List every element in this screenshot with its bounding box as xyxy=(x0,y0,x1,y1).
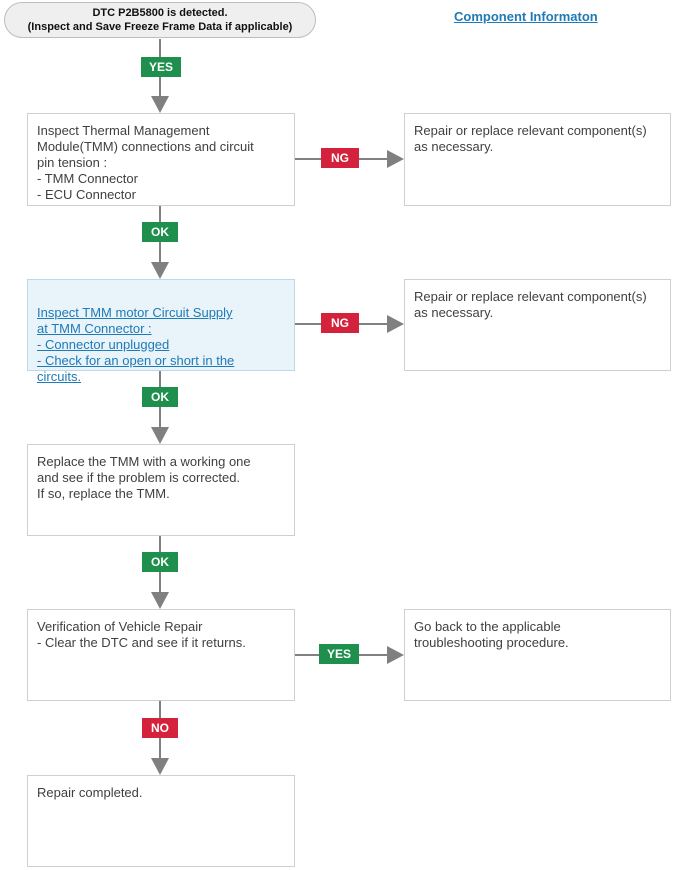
no-badge: NO xyxy=(142,718,178,738)
step-verification: Verification of Vehicle Repair - Clear the DTC and see if it returns. xyxy=(27,609,295,701)
inspect-circuit-supply-link[interactable]: Inspect TMM motor Circuit Supply at TMM Connector : - Connector unplugged - Check for an open or short in the circuits. xyxy=(37,305,235,384)
ok-badge: OK xyxy=(142,222,178,242)
ok-badge: OK xyxy=(142,552,178,572)
step-inspect-connections: Inspect Thermal Management Module(TMM) connections and circuit pin tension : - TMM Connector - ECU Connector xyxy=(27,113,295,206)
start-title: DTC P2B5800 is detected. xyxy=(92,7,228,19)
yes-badge: YES xyxy=(141,57,181,77)
start-subtitle: (Inspect and Save Freeze Frame Data if applicable) xyxy=(27,21,293,33)
yes-badge: YES xyxy=(319,644,359,664)
ok-badge: OK xyxy=(142,387,178,407)
side-go-back: Go back to the applicable troubleshooting procedure. xyxy=(404,609,671,701)
component-information-link[interactable]: Component Informaton xyxy=(454,9,598,24)
ng-badge: NG xyxy=(321,148,359,168)
step-replace-tmm: Replace the TMM with a working one and see if the problem is corrected. If so, replace the TMM. xyxy=(27,444,295,536)
side-repair-replace-1: Repair or replace relevant component(s) as necessary. xyxy=(404,113,671,206)
side-repair-replace-2: Repair or replace relevant component(s) as necessary. xyxy=(404,279,671,371)
start-node xyxy=(4,2,316,38)
ng-badge: NG xyxy=(321,313,359,333)
step-repair-completed: Repair completed. xyxy=(27,775,295,867)
step-inspect-circuit-supply[interactable] xyxy=(27,279,295,384)
